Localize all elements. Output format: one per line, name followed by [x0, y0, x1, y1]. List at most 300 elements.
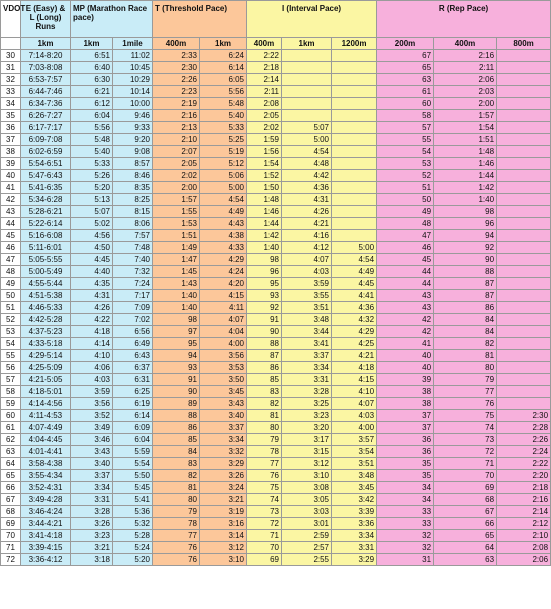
t-400m-cell: 1:40: [153, 302, 200, 314]
r-200m-cell: 36: [377, 446, 434, 458]
table-row: [1, 110, 551, 122]
vdot-cell: 72: [1, 554, 21, 566]
table-row: [1, 182, 551, 194]
i-400m-cell: 1:46: [247, 206, 282, 218]
easy-1km-cell: 4:18-5:01: [21, 386, 71, 398]
vdot-cell: 58: [1, 386, 21, 398]
easy-header: E (Easy) & L (Long) Runs: [21, 1, 71, 38]
mp-1km-cell: 3:26: [71, 518, 113, 530]
easy-1km-cell: 7:03-8:08: [21, 62, 71, 74]
mp-1mile-cell: 7:09: [113, 302, 153, 314]
i-1200m-cell: [332, 50, 377, 62]
r-400m-cell: 1:48: [434, 146, 497, 158]
r-400m-cell: 1:54: [434, 122, 497, 134]
t-400m-cell: 2:00: [153, 182, 200, 194]
mp-1km-cell: 3:23: [71, 530, 113, 542]
mp-1mile-cell: 5:32: [113, 518, 153, 530]
mp-1km-cell: 6:04: [71, 110, 113, 122]
i-1200m-cell: [332, 122, 377, 134]
r-800m-cell: [497, 254, 551, 266]
r-200m-cell: 61: [377, 86, 434, 98]
easy-1km-cell: 3:55-4:34: [21, 470, 71, 482]
mp-1km-cell: 5:13: [71, 194, 113, 206]
mp-1mile-cell: 6:04: [113, 434, 153, 446]
i-1km-cell: 4:07: [282, 254, 332, 266]
t-1km-cell: 5:12: [200, 158, 247, 170]
r-200m-cell: 67: [377, 50, 434, 62]
t-1km-cell: 3:16: [200, 518, 247, 530]
r-200m-cell: 32: [377, 530, 434, 542]
r-200m-cell: 53: [377, 158, 434, 170]
mp-1km-cell: 4:10: [71, 350, 113, 362]
r-800m-cell: [497, 266, 551, 278]
vdot-cell: 55: [1, 350, 21, 362]
vdot-cell: 51: [1, 302, 21, 314]
mp-1km-cell: 4:31: [71, 290, 113, 302]
table-row: [1, 482, 551, 494]
t-1km-cell: 3:56: [200, 350, 247, 362]
mp-1km-cell: 3:59: [71, 386, 113, 398]
r-400m-cell: 80: [434, 362, 497, 374]
i-1km-cell: 3:12: [282, 458, 332, 470]
r-800m-cell: [497, 290, 551, 302]
easy-1km-cell: 4:33-5:18: [21, 338, 71, 350]
r-400m-cell: 88: [434, 266, 497, 278]
mp-1km-cell: 4:50: [71, 242, 113, 254]
i-1200m-cell: 4:49: [332, 266, 377, 278]
t-1km-cell: 3:45: [200, 386, 247, 398]
mp-1mile-cell: 5:59: [113, 446, 153, 458]
easy-1km-cell: 6:09-7:08: [21, 134, 71, 146]
t-1km-cell: 3:14: [200, 530, 247, 542]
i-1km-cell: 3:10: [282, 470, 332, 482]
r-200m-cell: 42: [377, 314, 434, 326]
r-400m-cell: 72: [434, 446, 497, 458]
i-400m-cell: 1:42: [247, 230, 282, 242]
i-1200m-cell: 4:00: [332, 422, 377, 434]
mp-1km-cell: 5:20: [71, 182, 113, 194]
i-400m-cell: 72: [247, 518, 282, 530]
mp-1km-cell: 3:52: [71, 410, 113, 422]
i-400m-cell: 2:05: [247, 110, 282, 122]
mp-1mile-cell: 11:02: [113, 50, 153, 62]
vdot-cell: 65: [1, 470, 21, 482]
t-400m-cell: 95: [153, 338, 200, 350]
r-200m-cell: 42: [377, 326, 434, 338]
subheader-blank: [1, 38, 21, 50]
mp-1km-cell: 4:40: [71, 266, 113, 278]
mp-1mile-cell: 7:48: [113, 242, 153, 254]
mp-1km-cell: 5:33: [71, 158, 113, 170]
i-400m-cell: 81: [247, 410, 282, 422]
easy-1km-cell: 6:17-7:17: [21, 122, 71, 134]
i-1km-cell: 2:57: [282, 542, 332, 554]
r-200m-cell: 41: [377, 338, 434, 350]
table-row: [1, 62, 551, 74]
easy-1km-cell: 3:39-4:15: [21, 542, 71, 554]
i-400m-cell: 90: [247, 326, 282, 338]
mp-1km-cell: 6:12: [71, 98, 113, 110]
t-1km-cell: 3:19: [200, 506, 247, 518]
mp-1mile-cell: 6:43: [113, 350, 153, 362]
r-400m-cell: 84: [434, 326, 497, 338]
table-row: [1, 98, 551, 110]
mp-1mile-cell: 8:35: [113, 182, 153, 194]
i-1200m-cell: [332, 158, 377, 170]
i-1200m-cell: [332, 110, 377, 122]
i-1km-cell: 2:55: [282, 554, 332, 566]
mp-1km-cell: 3:56: [71, 398, 113, 410]
mp-1mile-cell: 5:41: [113, 494, 153, 506]
vdot-cell: 59: [1, 398, 21, 410]
vdot-cell: 35: [1, 110, 21, 122]
table-row: [1, 254, 551, 266]
mp-1km-cell: 3:40: [71, 458, 113, 470]
r-200m-cell: 33: [377, 506, 434, 518]
t-400m-cell: 2:13: [153, 122, 200, 134]
t-400m-cell: 85: [153, 434, 200, 446]
i-1200m-cell: 3:29: [332, 554, 377, 566]
i-1km-cell: 4:16: [282, 230, 332, 242]
t-400m-cell: 76: [153, 542, 200, 554]
easy-1km-cell: 3:46-4:24: [21, 506, 71, 518]
r-200m-cell: 48: [377, 218, 434, 230]
i-1km-cell: 4:36: [282, 182, 332, 194]
easy-1km-cell: 4:01-4:41: [21, 446, 71, 458]
i-1200m-cell: 4:32: [332, 314, 377, 326]
r-200m-cell: 55: [377, 134, 434, 146]
r-800m-cell: 2:06: [497, 554, 551, 566]
i-400m-cell: 88: [247, 338, 282, 350]
i-400m-cell: 76: [247, 470, 282, 482]
i-400m-cell: 74: [247, 494, 282, 506]
table-row: [1, 386, 551, 398]
t-1km-cell: 6:14: [200, 62, 247, 74]
t-400m-cell: 1:40: [153, 290, 200, 302]
r-400m-cell: 2:06: [434, 74, 497, 86]
r-400m-cell: 87: [434, 290, 497, 302]
mp-1mile-cell: 5:36: [113, 506, 153, 518]
r-400m-cell: 76: [434, 398, 497, 410]
i-1km-cell: 2:59: [282, 530, 332, 542]
t-1km-cell: 4:11: [200, 302, 247, 314]
t-400m-cell: 83: [153, 458, 200, 470]
i-1km-cell: 3:41: [282, 338, 332, 350]
t-1km-cell: 5:25: [200, 134, 247, 146]
r-400m-cell: 98: [434, 206, 497, 218]
mp-1mile-cell: 6:49: [113, 338, 153, 350]
r-200m-cell: 52: [377, 170, 434, 182]
easy-1km-cell: 5:34-6:28: [21, 194, 71, 206]
r-200m-cell: 45: [377, 254, 434, 266]
r-200m-cell: 54: [377, 146, 434, 158]
t-1km-cell: 3:53: [200, 362, 247, 374]
i-1km-cell: 3:20: [282, 422, 332, 434]
r-400m-cell: 94: [434, 230, 497, 242]
r-400m-cell: 81: [434, 350, 497, 362]
t-400m-cell: 1:47: [153, 254, 200, 266]
t-1km-cell: 4:20: [200, 278, 247, 290]
r-400m-cell: 66: [434, 518, 497, 530]
r-200m-cell: 49: [377, 206, 434, 218]
r-200m-cell: 35: [377, 470, 434, 482]
i-400m-cell: 78: [247, 446, 282, 458]
easy-1km-cell: 3:41-4:18: [21, 530, 71, 542]
r-400m-cell: 84: [434, 314, 497, 326]
r-200m-cell: 31: [377, 554, 434, 566]
table-row: [1, 242, 551, 254]
t-1km-cell: 4:04: [200, 326, 247, 338]
r-800m-cell: [497, 98, 551, 110]
r-400m-cell: 75: [434, 410, 497, 422]
easy-1km-cell: 4:25-5:09: [21, 362, 71, 374]
i-1km-cell: 4:03: [282, 266, 332, 278]
table-row: [1, 170, 551, 182]
table-row: [1, 350, 551, 362]
i-1200m-cell: 4:15: [332, 374, 377, 386]
easy-1km-cell: 4:42-5:28: [21, 314, 71, 326]
subheader-r-200m: 200m: [377, 38, 434, 50]
subheader-i-1km: 1km: [282, 38, 332, 50]
i-400m-cell: 1:59: [247, 134, 282, 146]
t-1km-cell: 3:24: [200, 482, 247, 494]
i-1km-cell: 4:42: [282, 170, 332, 182]
i-400m-cell: 71: [247, 530, 282, 542]
easy-1km-cell: 5:05-5:55: [21, 254, 71, 266]
vdot-cell: 61: [1, 422, 21, 434]
table-row: [1, 542, 551, 554]
vdot-cell: 38: [1, 146, 21, 158]
table-row: [1, 158, 551, 170]
i-400m-cell: 96: [247, 266, 282, 278]
mp-1mile-cell: 5:28: [113, 530, 153, 542]
easy-1km-cell: 3:58-4:38: [21, 458, 71, 470]
t-1km-cell: 4:43: [200, 218, 247, 230]
easy-1km-cell: 5:54-6:51: [21, 158, 71, 170]
mp-1mile-cell: 7:57: [113, 230, 153, 242]
r-200m-cell: 58: [377, 110, 434, 122]
subheader-t-400m: 400m: [153, 38, 200, 50]
mp-1km-cell: 4:14: [71, 338, 113, 350]
t-400m-cell: 1:49: [153, 242, 200, 254]
easy-1km-cell: 5:22-6:14: [21, 218, 71, 230]
r-800m-cell: [497, 122, 551, 134]
i-1km-cell: [282, 62, 332, 74]
vdot-cell: 56: [1, 362, 21, 374]
t-1km-cell: 6:24: [200, 50, 247, 62]
t-400m-cell: 97: [153, 326, 200, 338]
i-1200m-cell: 4:41: [332, 290, 377, 302]
table-row: [1, 230, 551, 242]
r-400m-cell: 92: [434, 242, 497, 254]
easy-1km-cell: 6:53-7:57: [21, 74, 71, 86]
t-1km-cell: 5:06: [200, 170, 247, 182]
r-200m-cell: 63: [377, 74, 434, 86]
t-1km-cell: 4:33: [200, 242, 247, 254]
i-400m-cell: 85: [247, 374, 282, 386]
i-1km-cell: 3:15: [282, 446, 332, 458]
mp-1mile-cell: 9:20: [113, 134, 153, 146]
r-200m-cell: 44: [377, 278, 434, 290]
vdot-cell: 57: [1, 374, 21, 386]
r-800m-cell: [497, 182, 551, 194]
i-400m-cell: 1:44: [247, 218, 282, 230]
t-400m-cell: 2:16: [153, 110, 200, 122]
i-400m-cell: 83: [247, 386, 282, 398]
t-1km-cell: 4:15: [200, 290, 247, 302]
i-1200m-cell: 4:10: [332, 386, 377, 398]
i-400m-cell: 75: [247, 482, 282, 494]
t-400m-cell: 81: [153, 482, 200, 494]
mp-1mile-cell: 8:06: [113, 218, 153, 230]
r-200m-cell: 40: [377, 350, 434, 362]
mp-1mile-cell: 5:20: [113, 554, 153, 566]
mp-1mile-cell: 6:31: [113, 374, 153, 386]
mp-1mile-cell: 5:50: [113, 470, 153, 482]
i-1200m-cell: [332, 194, 377, 206]
r-400m-cell: 63: [434, 554, 497, 566]
subheader-easy-1km: 1km: [21, 38, 71, 50]
i-400m-cell: 95: [247, 278, 282, 290]
t-400m-cell: 90: [153, 386, 200, 398]
i-1km-cell: 3:23: [282, 410, 332, 422]
vdot-cell: 45: [1, 230, 21, 242]
t-1km-cell: 5:56: [200, 86, 247, 98]
i-400m-cell: 87: [247, 350, 282, 362]
vdot-cell: 54: [1, 338, 21, 350]
r-400m-cell: 79: [434, 374, 497, 386]
r-400m-cell: 64: [434, 542, 497, 554]
easy-1km-cell: 3:44-4:21: [21, 518, 71, 530]
i-400m-cell: 98: [247, 254, 282, 266]
t-1km-cell: 4:49: [200, 206, 247, 218]
r-800m-cell: [497, 350, 551, 362]
t-400m-cell: 2:30: [153, 62, 200, 74]
mp-1km-cell: 5:26: [71, 170, 113, 182]
i-400m-cell: 2:18: [247, 62, 282, 74]
t-1km-cell: 4:00: [200, 338, 247, 350]
mp-1mile-cell: 6:19: [113, 398, 153, 410]
mp-1mile-cell: 8:25: [113, 194, 153, 206]
vdot-cell: 70: [1, 530, 21, 542]
i-400m-cell: 73: [247, 506, 282, 518]
easy-1km-cell: 6:26-7:27: [21, 110, 71, 122]
i-1200m-cell: 4:07: [332, 398, 377, 410]
i-1200m-cell: 4:29: [332, 326, 377, 338]
mp-1mile-cell: 5:24: [113, 542, 153, 554]
i-1km-cell: [282, 86, 332, 98]
t-1km-cell: 4:07: [200, 314, 247, 326]
i-1km-cell: 4:26: [282, 206, 332, 218]
r-800m-cell: 2:20: [497, 470, 551, 482]
t-400m-cell: 93: [153, 362, 200, 374]
subheader-i-400m: 400m: [247, 38, 282, 50]
t-400m-cell: 2:23: [153, 86, 200, 98]
table-row: [1, 518, 551, 530]
easy-1km-cell: 4:37-5:23: [21, 326, 71, 338]
easy-1km-cell: 4:07-4:49: [21, 422, 71, 434]
easy-1km-cell: 7:14-8:20: [21, 50, 71, 62]
mp-1mile-cell: 7:40: [113, 254, 153, 266]
easy-1km-cell: 4:04-4:45: [21, 434, 71, 446]
mp-1mile-cell: 6:25: [113, 386, 153, 398]
i-1200m-cell: 3:45: [332, 482, 377, 494]
table-row: [1, 458, 551, 470]
i-1km-cell: [282, 98, 332, 110]
subheader-mp-1mile: 1mile: [113, 38, 153, 50]
t-400m-cell: 2:05: [153, 158, 200, 170]
t-400m-cell: 94: [153, 350, 200, 362]
subheader-mp-1km: 1km: [71, 38, 113, 50]
r-200m-cell: 60: [377, 98, 434, 110]
i-1km-cell: [282, 50, 332, 62]
i-400m-cell: 93: [247, 290, 282, 302]
vdot-cell: 46: [1, 242, 21, 254]
t-1km-cell: 3:40: [200, 410, 247, 422]
vdot-cell: 40: [1, 170, 21, 182]
mp-1km-cell: 3:28: [71, 506, 113, 518]
r-800m-cell: 2:18: [497, 482, 551, 494]
i-400m-cell: 1:52: [247, 170, 282, 182]
t-1km-cell: 5:48: [200, 98, 247, 110]
table-row: [1, 314, 551, 326]
r-800m-cell: [497, 242, 551, 254]
r-200m-cell: 57: [377, 122, 434, 134]
r-800m-cell: 2:16: [497, 494, 551, 506]
table-row: [1, 506, 551, 518]
r-400m-cell: 77: [434, 386, 497, 398]
i-1200m-cell: 3:39: [332, 506, 377, 518]
i-1km-cell: 3:51: [282, 302, 332, 314]
r-800m-cell: [497, 362, 551, 374]
r-200m-cell: 65: [377, 62, 434, 74]
r-800m-cell: [497, 74, 551, 86]
vdot-cell: 47: [1, 254, 21, 266]
r-400m-cell: 74: [434, 422, 497, 434]
r-400m-cell: 69: [434, 482, 497, 494]
mp-1mile-cell: 9:46: [113, 110, 153, 122]
table-row: [1, 410, 551, 422]
r-400m-cell: 1:57: [434, 110, 497, 122]
table-row: [1, 206, 551, 218]
easy-1km-cell: 4:21-5:05: [21, 374, 71, 386]
table-row: [1, 278, 551, 290]
r-400m-cell: 1:51: [434, 134, 497, 146]
vdot-cell: 33: [1, 86, 21, 98]
r-800m-cell: 2:12: [497, 518, 551, 530]
t-400m-cell: 2:19: [153, 98, 200, 110]
t-1km-cell: 5:40: [200, 110, 247, 122]
i-1km-cell: 3:34: [282, 362, 332, 374]
table-row: [1, 290, 551, 302]
i-1200m-cell: [332, 218, 377, 230]
easy-1km-cell: 3:36-4:12: [21, 554, 71, 566]
r-400m-cell: 1:40: [434, 194, 497, 206]
r-800m-cell: [497, 338, 551, 350]
mp-1mile-cell: 10:00: [113, 98, 153, 110]
vdot-cell: 50: [1, 290, 21, 302]
i-1km-cell: 3:05: [282, 494, 332, 506]
i-1200m-cell: [332, 170, 377, 182]
r-800m-cell: [497, 206, 551, 218]
i-400m-cell: 70: [247, 542, 282, 554]
i-1km-cell: 3:03: [282, 506, 332, 518]
i-1200m-cell: 3:42: [332, 494, 377, 506]
t-400m-cell: 86: [153, 422, 200, 434]
r-400m-cell: 68: [434, 494, 497, 506]
table-row: [1, 194, 551, 206]
r-400m-cell: 96: [434, 218, 497, 230]
